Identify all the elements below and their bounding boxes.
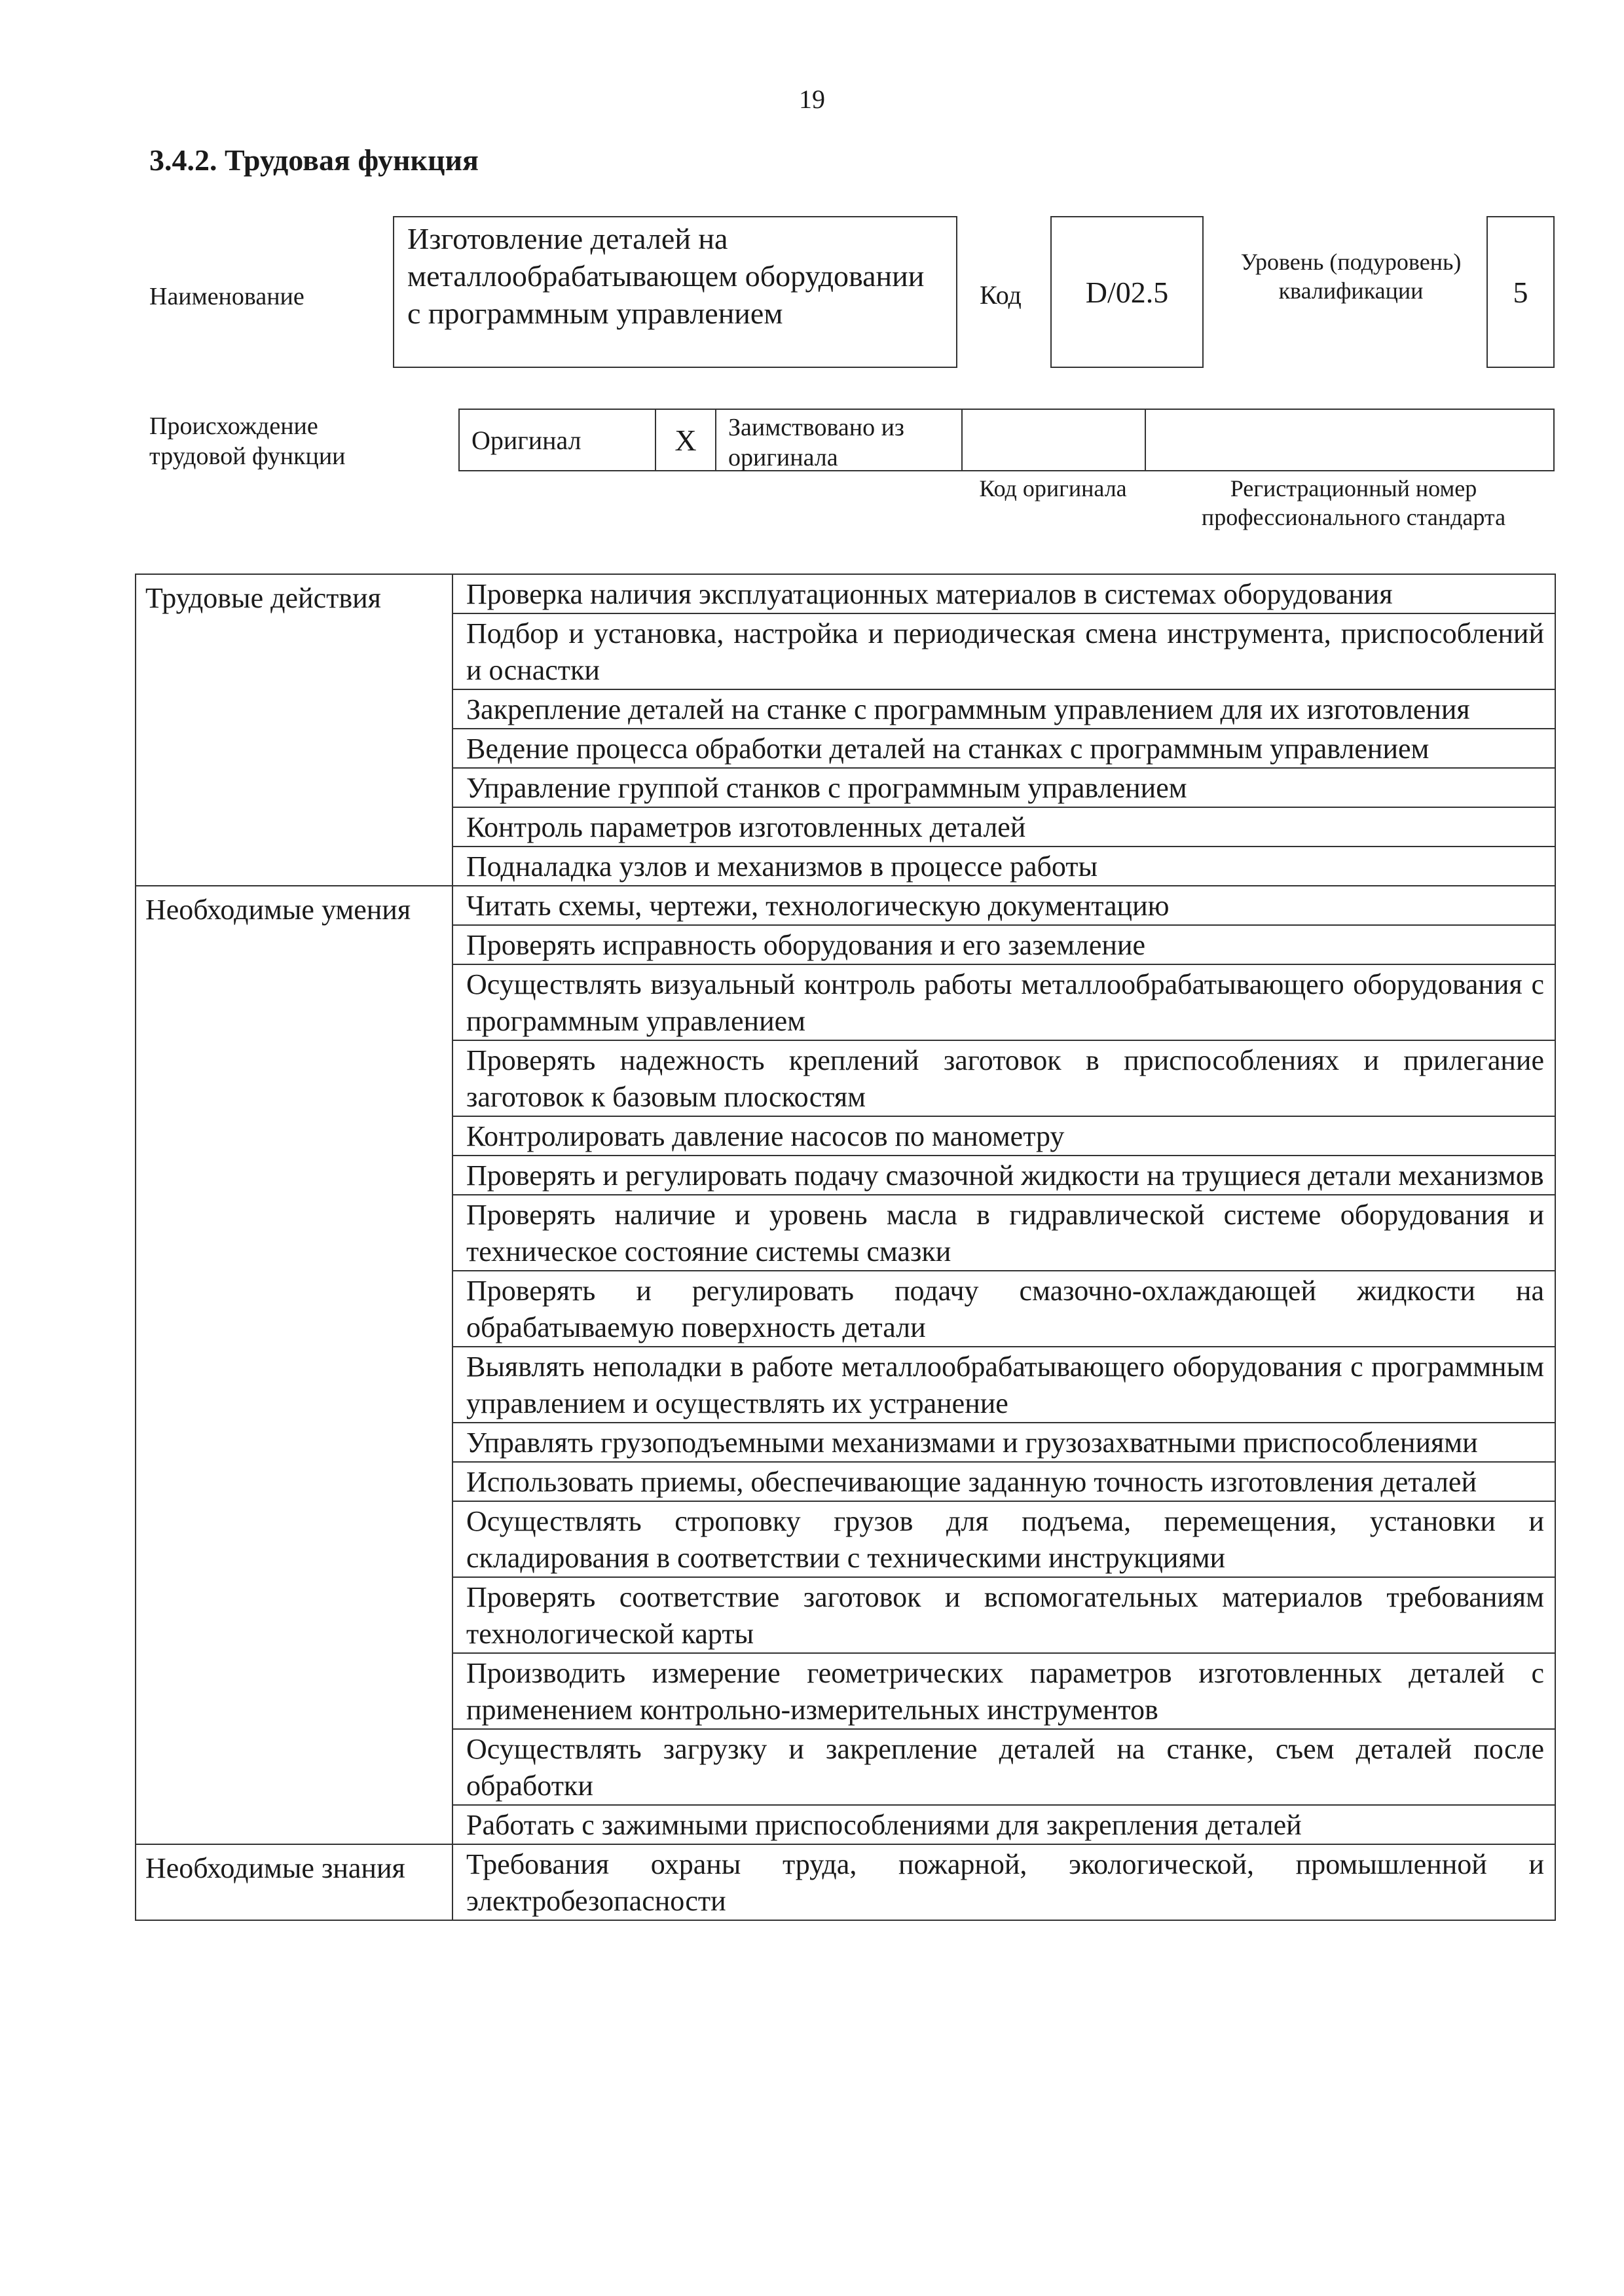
original-code-caption: Код оригинала [979, 475, 1127, 501]
table-item: Осуществлять строповку грузов для подъема, перемещения, установки и складирования в соответствии с техническими инструкциями [452, 1501, 1555, 1577]
qualification-level-field: 5 [1486, 216, 1555, 368]
required-knowledge-category: Необходимые знания [136, 1844, 452, 1920]
page-number: 19 [799, 84, 825, 114]
table-item: Подбор и установка, настройка и периодическая смена инструмента, приспособлений и оснастки [452, 613, 1555, 689]
function-name-field: Изготовление деталей на металлообрабатывающем оборудовании с программным управлением [393, 216, 957, 368]
reg-number-caption: Регистрационный номер профессионального стандарта [1201, 475, 1506, 530]
table-item: Выявлять неполадки в работе металлообрабатывающего оборудования с программным управлением и осуществлять их устранение [452, 1347, 1555, 1423]
table-item: Проверять надежность креплений заготовок в приспособлениях и прилегание заготовок к базовым плоскостям [452, 1040, 1555, 1116]
function-details-table [135, 574, 1556, 1921]
table-item: Проверка наличия эксплуатационных материалов в системах оборудования [452, 574, 1555, 613]
table-item: Использовать приемы, обеспечивающие заданную точность изготовления деталей [452, 1462, 1555, 1501]
required-skills-category: Необходимые умения [136, 886, 452, 1844]
table-item: Управление группой станков с программным управлением [452, 768, 1555, 807]
original-mark: X [656, 410, 716, 470]
original-label: Оригинал [460, 410, 656, 470]
table-item: Управлять грузоподъемными механизмами и грузозахватными приспособлениями [452, 1423, 1555, 1462]
table-row [136, 886, 1555, 925]
reg-number-field [1146, 410, 1553, 470]
table-row [136, 1844, 1555, 1920]
code-label: Код [980, 280, 1022, 310]
qualification-level-label: Уровень (подуровень) квалификации [1240, 249, 1462, 304]
table-item: Производить измерение геометрических параметров изготовленных деталей с применением контрольно-измерительных инструментов [452, 1653, 1555, 1729]
table-item: Проверять соответствие заготовок и вспомогательных материалов требованиям технологической карты [452, 1577, 1555, 1653]
table-item: Работать с зажимными приспособлениями для закрепления деталей [452, 1805, 1555, 1844]
table-item: Проверять наличие и уровень масла в гидравлической системе оборудования и техническое состояние системы смазки [452, 1195, 1555, 1271]
table-item: Проверять исправность оборудования и его заземление [452, 925, 1555, 964]
table-item: Ведение процесса обработки деталей на станках с программным управлением [452, 729, 1555, 768]
table-item: Проверять и регулировать подачу смазочно-охлаждающей жидкости на обрабатываемую поверхность детали [452, 1271, 1555, 1347]
table-item: Контроль параметров изготовленных деталей [452, 807, 1555, 847]
labor-actions-category: Трудовые действия [136, 574, 452, 886]
original-code-field [963, 410, 1146, 470]
table-item: Осуществлять визуальный контроль работы металлообрабатывающего оборудования с программным управлением [452, 964, 1555, 1040]
section-title: 3.4.2. Трудовая функция [149, 143, 479, 177]
origin-label: Происхождение трудовой функции [149, 412, 346, 470]
table-item: Контролировать давление насосов по манометру [452, 1116, 1555, 1156]
table-item: Читать схемы, чертежи, технологическую документацию [452, 886, 1555, 925]
table-item: Закрепление деталей на станке с программным управлением для их изготовления [452, 689, 1555, 729]
function-code-field: D/02.5 [1050, 216, 1204, 368]
table-item: Требования охраны труда, пожарной, экологической, промышленной и электробезопасности [452, 1844, 1555, 1920]
name-label: Наименование [149, 283, 304, 310]
origin-row [458, 409, 1555, 471]
table-item: Подналадка узлов и механизмов в процессе работы [452, 847, 1555, 886]
table-item: Проверять и регулировать подачу смазочной жидкости на трущиеся детали механизмов [452, 1156, 1555, 1195]
table-row [136, 574, 1555, 613]
table-item: Осуществлять загрузку и закрепление деталей на станке, съем деталей после обработки [452, 1729, 1555, 1805]
borrowed-label: Заимствовано из оригинала [716, 410, 963, 470]
